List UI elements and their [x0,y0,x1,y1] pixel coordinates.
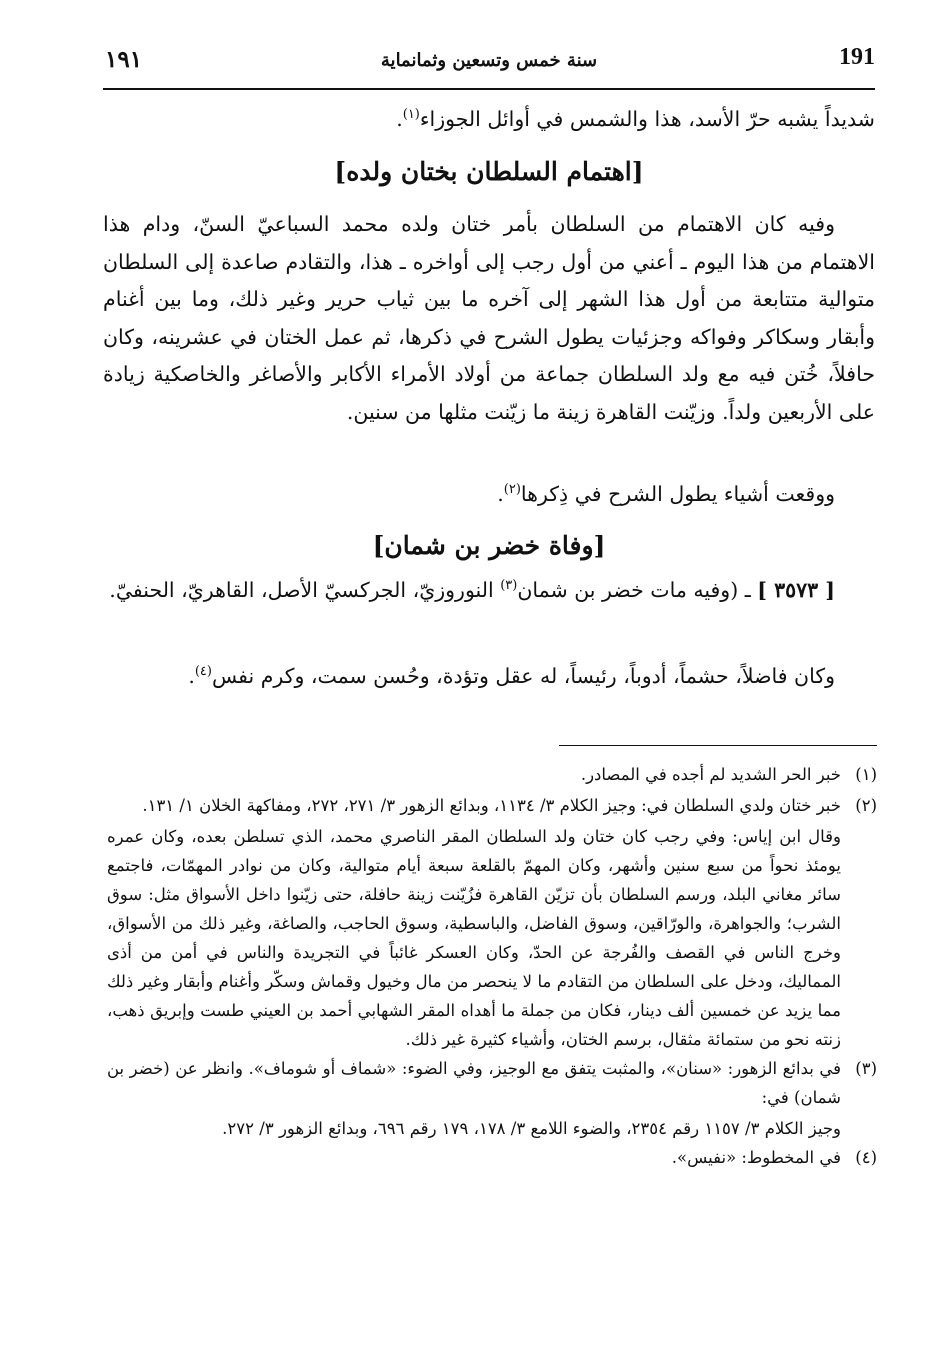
intro-line [103,101,875,139]
line2-end: . [497,482,504,506]
line2-text: ووقعت أشياء يطول الشرح في ذِكرها [520,482,835,506]
footnote-mark: (١) [855,765,877,784]
footnote-ref-1[interactable]: (١) [402,107,420,123]
footnote-mark: (٤) [855,1148,877,1167]
footnote-ref-4[interactable]: (٤) [194,664,212,680]
intro-text: شديداً يشبه حرّ الأسد، هذا والشمس في أوائل الجوزاء [419,107,875,131]
entry-text-a: ـ (وفيه مات خضر بن شمان [517,578,751,602]
circumcision-paragraph: وفيه كان الاهتمام من السلطان بأمر ختان ولده محمد السباعيّ السنّ، ودام هذا الاهتمام من هذا اليوم ـ أعني من أول رجب إلى أواخره ـ هذا، والتقادم صاعدة إلى السلطان متوالية متتابعة من أول هذا الشهر إلى آخره ما بين ثياب حرير وغير ذلك، وما بين أغنام وأبقار وسكاكر وفواكه وجزئيات يطول الشرح في ذكرها، ثم عمل الختان في عشرينه، وكان حافلاً، خُتن فيه مع ولد السلطان جماعة من أولاد الأمراء الأكابر والأصاغر والخاصكية زيادة على الأربعين ولداً. وزيّنت القاهرة زينة ما زيّنت مثلها من سنين. [103,212,875,424]
footnote [107,760,877,789]
footnote-ref-2[interactable]: (٢) [503,482,521,498]
intro-end: . [396,107,403,131]
page-number-latin: 191 [839,44,875,70]
biography-end: . [188,664,195,688]
circumcision-line2 [103,476,875,514]
footnote-text: في بدائع الزهور: «سنان»، والمثبت يتفق مع الوجيز، وفي الضوء: «شماف أو شوماف». وانظر عن (خضر بن شمان) في: [107,1059,841,1107]
footnote-separator [559,745,877,746]
biography-text: وكان فاضلاً، حشماً، أدوباً، رئيساً، له عقل وتؤدة، وحُسن سمت، وكرم نفس [211,664,835,688]
footnote [107,1143,877,1172]
footnote-text: في المخطوط: «نفيس». [671,1148,841,1167]
biography-paragraph [103,658,875,696]
footnotes [107,760,877,1174]
entry-text-b: النوروزيّ، الجركسيّ الأصل، القاهريّ، الحنفيّ. [109,578,494,602]
section-heading-death: [وفاة خضر بن شمان] [372,531,606,560]
entry-number: [ ٣٥٧٣ ] [757,578,835,602]
section-heading-circumcision: [اهتمام السلطان بختان ولده] [334,157,644,186]
footnote [107,791,877,820]
footnote-text: خبر ختان ولدي السلطان في: وجيز الكلام ٣/ ١١٣٤، وبدائع الزهور ٣/ ٢٧١، ٢٧٢، ومفاكهة الخلان ١/ ١٣١. [142,796,841,815]
footnote-mark: (٢) [855,796,877,815]
footnote-text: خبر الحر الشديد لم أجده في المصادر. [580,765,841,784]
footnote-continuation: وقال ابن إياس: وفي رجب كان ختان ولد السلطان المقر الناصري محمد، الذي تسلطن بعده، وكان عمره يومئذ نحواً من سبع سنين وأشهر، وكان المهمّ بالقلعة سبعة أيام متوالية، وكان من نوادر المهمّات، فاجتمع سائر مغاني البلد، ورسم السلطان بأن تزيّن القاهرة فزُيّنت زينة حافلة، حتى زيّنوا داخل الأسواق مثل: سوق الشرب؛ والجواهرة، والورّاقين، وسوق الفاضل، والباسطية، وسوق الحاجب، والصاغة، وغير ذلك من الأسواق، وخرج الناس في القصف والفُرجة عن الحدّ، وكان العسكر غائباً في التجريدة والناس في أمن من أذى المماليك، ودخل على السلطان من التقادم ما لا ينحصر من مال وخيول وقماش وسكّر وأغنام وأبقار وغير ذلك مما يزيد عن خمسين ألف دينار، فكان من جملة ما أهداه المقر الشهابي أحمد بن العيني طست وإبريق ذهب، زنته نحو من ستمائة مثقال، برسم الختان، وأشياء كثيرة غير ذلك. [107,827,841,1049]
running-header [103,40,875,90]
footnote-ref-3[interactable]: (٣) [500,578,518,594]
biography-entry [103,572,875,610]
footnote-continuation: وجيز الكلام ٣/ ١١٥٧ رقم ٢٣٥٤، والضوء اللامع ٣/ ١٧٨، ١٧٩ رقم ٦٩٦، وبدائع الزهور ٣/ ٢٧٢. [222,1119,841,1138]
footnote-mark: (٣) [855,1059,877,1078]
footnote [107,1054,877,1112]
page-number-arabic: ١٩١ [105,46,143,73]
running-title: سنة خمس وتسعين وثمانماية [380,50,598,71]
